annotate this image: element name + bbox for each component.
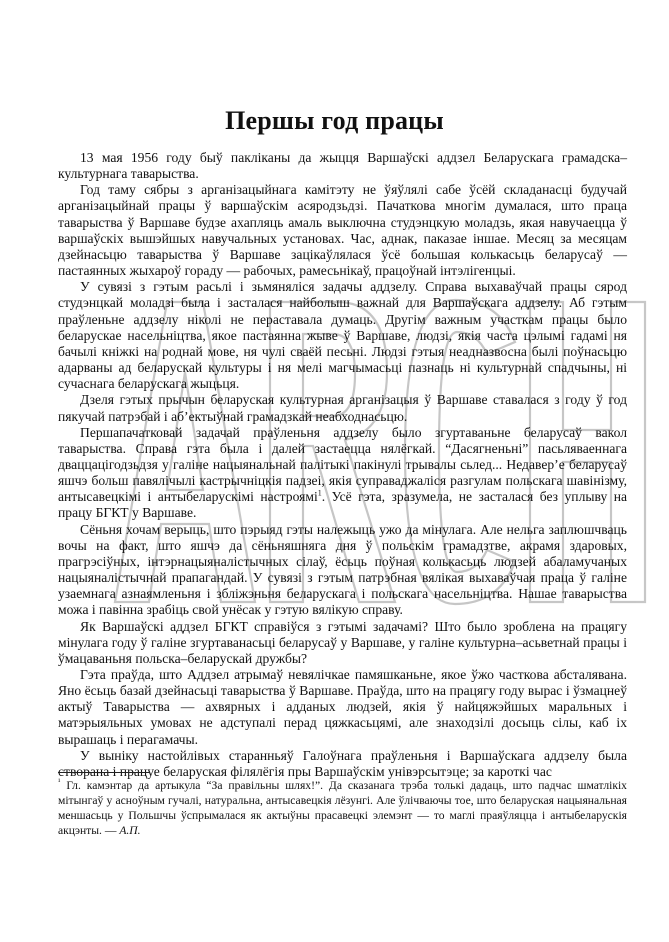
article-body (58, 150, 627, 780)
footnote (58, 778, 627, 838)
footnote-divider (58, 772, 150, 773)
paragraph: Сёньня хочам верыць, што пэрыяд гэты належыць ужо да мінулага. Але нельга заплюшчваць вочы на факт, што яшчэ да сёньняшняга дня ў польскім грамадзтве, акрамя здаровых, прагрэсіўных, інтэрнацыяналістычных сілаў, ёсьць поўная колькасьць людзей абаламучаных нацыяналістычнай прапагандай. У сувязі з гэтым патрэбная вялікая выхаваўчая праца ў галіне узаемнага азнаямленьня і збліжэньня беларускага і польскага насельніцтва. Нашае таварыства можа і павінна зрабіць свой унёсак у гэтую вялікую справу. (58, 521, 627, 618)
paragraph: 13 мая 1956 году быў пакліканы да жыцця Варшаўскі аддзел Беларускага грамадска–культурнага таварыства. (58, 150, 627, 182)
paragraph: У выніку настойлівых старанньяў Галоўнага праўленьня і Варшаўскага аддзелу была створана і працуе беларуская філялёгія пры Варшаўскім унівэрсытэце; за кароткі час (58, 747, 627, 779)
paragraph: Дзеля гэтых прычын беларуская культурная арганізацыя ў Варшаве ставалася з году ў год пякучай патрэбай і аб’ектыўнай грамадзкай неабходнасьцю. (58, 392, 627, 424)
paragraph-text: Першапачатковай задачай праўленьня аддзелу было згуртаваньне беларусаў вакол таварыства. Справа гэта была і далей застаецца нялёгкай. “Дасягненьні” пасьляваеннага дваццацігодзьдзя у галіне нацыянальнай палітыкі пакінулі трывалы сьлед... Недавер’е беларусаў яшчэ больш павялічылі кастрычніцкія падзеі, якія суправаджаліся разгулам польскага шавінізму, антысавецкімі і антыбеларускімі настроямі (58, 424, 627, 505)
paragraph: Год таму сябры з арганізацыйнага камітэту не ўяўлялі сабе ўсёй складанасці будучай арганізацыйнай працы ў варшаўскім асяродзьдзі. Пачаткова многім думалася, што праца таварыства ў Варшаве будзе ахапляць амаль выключна студэнцкую моладзь, якая навучаецца ў варшаўскіх вышэйшых навучальных установах. Час, аднак, паказае іншае. Месяц за месяцам дзейнасьцю таварыства ў Варшаве зацікаўлялася ўсё большая колькасьць беларусаў — пастаянных жыхароў гораду — рабочых, рамесьнікаў, працоўнай інтэлігенцыі. (58, 182, 627, 279)
paragraph: Гэта праўда, што Аддзел атрымаў невялічкае памяшканьне, якое ўжо часткова абсталявана. Яно ёсьць базай дзейнасьці таварыства ў Варшаве. Праўда, што на працягу году вырас і ўзмацнеў актыў Таварыства — ахвярных і адданых людзей, якія ў найцяжэйшых маральных і матэрыяльных умовах не адступалі перад цяжкасьцямі, але знаходзілі досыць сілы, каб іх вырашаць і перагамачы. (58, 667, 627, 747)
paragraph: Як Варшаўскі аддзел БГКТ справіўся з гэтымі задачамі? Што было зроблена на працягу мінулага году ў галіне згуртаванасьці беларусаў у Варшаве, у галіне культурна–асьветнай працы і ўмацаваньня польска–беларускай дружбы? (58, 618, 627, 666)
footnote-reference[interactable]: 1 (317, 488, 322, 498)
footnote-signature: А.П. (119, 824, 141, 837)
paragraph: У сувязі з гэтым расьлі і зьмяняліся задачы аддзелу. Справа выхаваўчай працы сярод студэнцкай моладзі была і засталася найболыш важнай для Варшаўскага аддзелу. Аб гэтым праўленьне аддзелу ніколі не пераставала думаць. Другім важным участкам працы было беларускае насельніцтва, якое пастаянна жыве ў Варшаве, людзі, якія часта цэлымі гадамі ня бачылі кніжкі на роднай мове, ня чулі сваёй песьні. Людзі гэтыя неадназвосна былі поўнасьцю адарваны ад беларускай культуры і ня мелі магчымасьці пазнаць ні культурнай спадчыны, ні сучаснага беларускага жыцьця. (58, 279, 627, 392)
page-title: Першы год працы (225, 106, 444, 135)
footnote-marker: ¹ (58, 777, 61, 787)
paragraph-text-tail: . Усё гэта, зразумела, не засталася без уплыву на працу БГКТ у Варшаве. (58, 489, 628, 521)
paragraph-with-footnote (58, 425, 627, 522)
footnote-body: Гл. камэнтар да артыкула “За правільны шлях!”. Да сказанага трэба толькі дадаць, што падчас шматлікіх мітынгаў у асноўным гучалі, натуральна, антысавецкія лёзунгі. Але ўлічваючы тое, што беларуская нацыянальная меншасьць у Польшчы ўспрымалася як актыўны прасавецкі элемэнт — то маглі праяўляцца і антыбеларускія акцэнты. — (58, 779, 627, 837)
footnote-text (58, 778, 627, 838)
